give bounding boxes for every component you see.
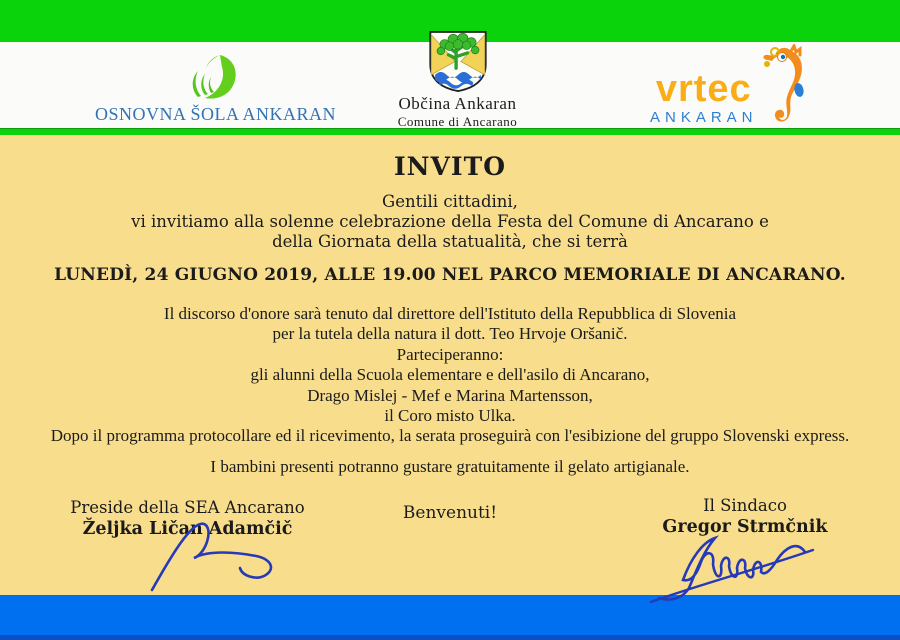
invitation-title: INVITO xyxy=(393,152,507,181)
intro-paragraph xyxy=(0,192,900,252)
kindergarten-logo xyxy=(650,44,810,126)
bottom-blue-bar xyxy=(0,595,900,640)
greeting: Benvenuti! xyxy=(402,503,498,523)
body-line: gli alunni della Scuola elementare e dell'asilo di Ancarano, xyxy=(250,365,650,385)
body-line: Il discorso d'onore sarà tenuto dal direttore dell'Istituto della Repubblica di Slovenia xyxy=(163,304,737,323)
gelato-line: I bambini presenti potranno gustare gratuitamente il gelato artigianale. xyxy=(210,457,690,476)
municipality-name-sl: Občina Ankaran xyxy=(398,94,517,113)
right-signatory-name: Gregor Strmčnik xyxy=(662,517,828,537)
kindergarten-text xyxy=(650,68,758,126)
kindergarten-subname: ANKARAN xyxy=(650,109,758,126)
date-line: LUNEDÌ, 24 GIUGNO 2019, ALLE 19.00 NEL PARCO MEMORIALE DI ANCARANO. xyxy=(54,265,846,285)
body-line: Dopo il programma protocollare ed il ricevimento, la serata proseguirà con l'esibizione del gruppo Slovenski express. xyxy=(50,426,850,446)
school-logo xyxy=(95,52,337,125)
intro-line: della Giornata della statualità, che si terrà xyxy=(272,232,628,251)
wave-icon xyxy=(182,52,244,104)
body-paragraph xyxy=(0,304,900,447)
kindergarten-name: vrtec xyxy=(655,68,752,110)
body-line: Parteciperanno: xyxy=(396,344,504,364)
body-line: Drago Mislej - Mef e Marina Martensson, xyxy=(307,385,593,405)
municipality-name-it: Comune di Ancarano xyxy=(397,114,518,129)
right-signature-icon xyxy=(645,530,820,605)
right-signatory xyxy=(615,496,875,537)
coat-of-arms-icon xyxy=(426,30,490,93)
right-signatory-role: Il Sindaco xyxy=(703,496,787,515)
left-signatory-name: Željka Ličan Adamčič xyxy=(82,519,293,539)
left-signatory-role: Preside della SEA Ancarano xyxy=(70,498,305,517)
intro-line: Gentili cittadini, xyxy=(382,192,518,211)
municipality-logo xyxy=(385,30,530,130)
seahorse-icon xyxy=(758,44,810,126)
intro-line: vi invitiamo alla solenne celebrazione della Festa del Comune di Ancarano e xyxy=(131,212,769,231)
body-line: per la tutela della natura il dott. Teo Hrvoje Oršanič. xyxy=(272,324,628,344)
body-line: il Coro misto Ulka. xyxy=(384,406,516,426)
school-name: OSNOVNA ŠOLA ANKARAN xyxy=(95,104,337,124)
